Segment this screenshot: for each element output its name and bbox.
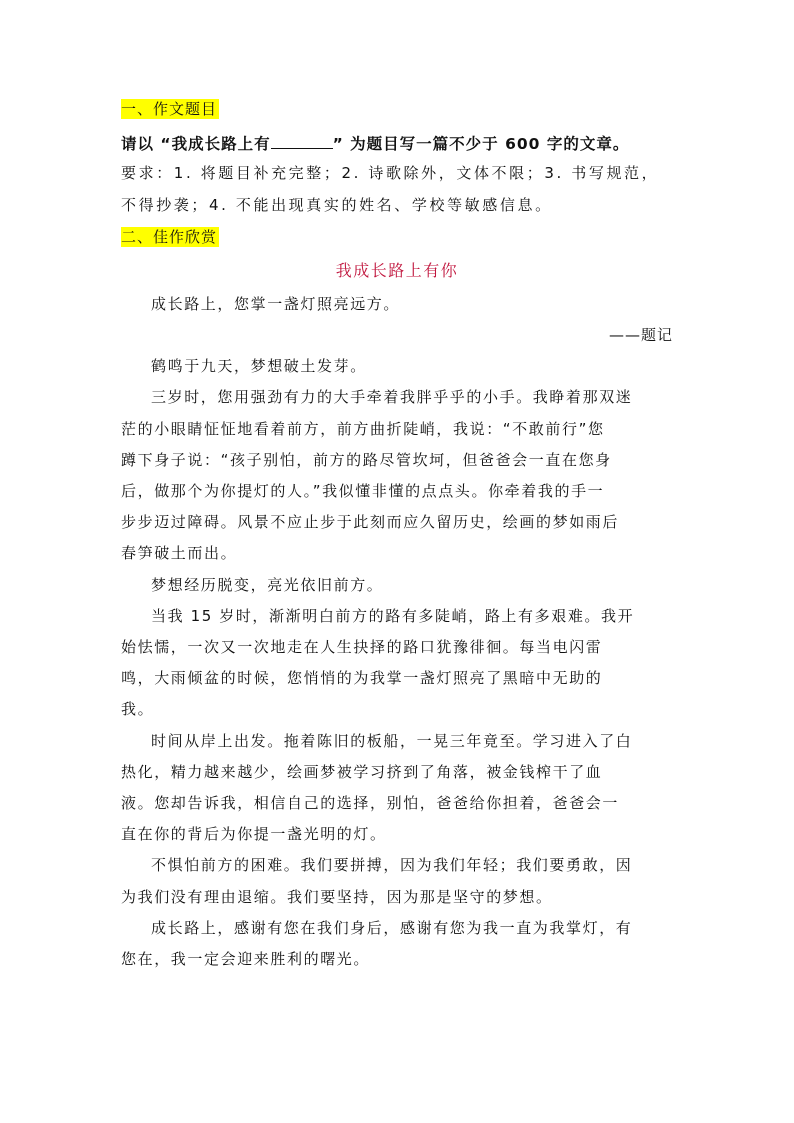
- section-two-heading: 二、佳作欣赏: [121, 228, 218, 246]
- prompt-suffix: ” 为题目写一篇不少于 600 字的文章。: [332, 135, 630, 153]
- title-blank: [271, 134, 333, 149]
- essay-body: [121, 351, 673, 975]
- paragraph-line: 热化，精力越来越少，绘画梦被学习挤到了角落，被金钱榨干了血: [121, 762, 603, 781]
- paragraph-line: 不惧怕前方的困难。我们要拼搏，因为我们年轻；我们要勇敢，因: [151, 856, 633, 875]
- essay-paragraph: [121, 913, 673, 975]
- epigraph-signature: ——题记: [608, 326, 673, 345]
- epigraph: 成长路上，您掌一盏灯照亮远方。: [151, 295, 401, 313]
- essay-paragraph: [121, 726, 673, 851]
- essay-paragraph: [121, 601, 673, 726]
- paragraph-line: 您在，我一定会迎来胜利的曙光。: [121, 950, 371, 969]
- paragraph-line: 三岁时，您用强劲有力的大手牵着我胖乎乎的小手。我睁着那双迷: [151, 388, 633, 407]
- document-page: [121, 99, 673, 975]
- paragraph-line: 始怯懦，一次又一次地走在人生抉择的路口犹豫徘徊。每当电闪雷: [121, 638, 603, 657]
- essay-paragraph: [121, 351, 673, 382]
- paragraph-line: 当我 15 岁时，渐渐明白前方的路有多陡峭，路上有多艰难。我开: [151, 606, 635, 625]
- essay-paragraph: [121, 850, 673, 912]
- paragraph-line: 步步迈过障碍。风景不应止步于此刻而应久留历史，绘画的梦如雨后: [121, 513, 620, 532]
- paragraph-line: 春笋破土而出。: [121, 544, 238, 563]
- prompt-prefix: 请以 “我成长路上有: [121, 135, 271, 153]
- paragraph-line: 后，做那个为你提灯的人。”我似懂非懂的点点头。你牵着我的手一: [121, 482, 605, 501]
- essay-title: 我成长路上有你: [335, 261, 459, 280]
- paragraph-line: 蹲下身子说：“孩子别怕，前方的路尽管坎坷，但爸爸会一直在您身: [121, 450, 612, 469]
- essay-prompt: [121, 131, 673, 157]
- paragraph-line: 为我们没有理由退缩。我们要坚持，因为那是坚守的梦想。: [121, 887, 553, 906]
- paragraph-line: 液。您却告诉我，相信自己的选择，别怕，爸爸给你担着，爸爸会一: [121, 794, 620, 813]
- paragraph-line: 直在你的背后为你提一盏光明的灯。: [121, 825, 387, 844]
- requirements-line-1: 要求：1. 将题目补充完整；2. 诗歌除外，文体不限；3. 书写规范，: [121, 164, 660, 182]
- paragraph-line: 鸣，大雨倾盆的时候，您悄悄的为我掌一盏灯照亮了黑暗中无助的: [121, 669, 603, 688]
- section-one: [121, 99, 673, 221]
- paragraph-line: 鹤鸣于九天，梦想破土发芽。: [151, 357, 367, 376]
- section-one-heading: 一、作文题目: [121, 100, 218, 118]
- requirements-line-2: 不得抄袭；4. 不能出现真实的姓名、学校等敏感信息。: [121, 196, 553, 214]
- paragraph-line: 我。: [121, 700, 155, 719]
- paragraph-line: 茫的小眼睛怔怔地看着前方，前方曲折陡峭，我说：“不敢前行”您: [121, 419, 605, 438]
- essay-paragraph: [121, 570, 673, 601]
- paragraph-line: 梦想经历脱变，亮光依旧前方。: [151, 575, 384, 594]
- section-two: [121, 223, 673, 975]
- essay-paragraph: [121, 382, 673, 569]
- paragraph-line: 成长路上，感谢有您在我们身后，感谢有您为我一直为我掌灯，有: [151, 918, 633, 937]
- paragraph-line: 时间从岸上出发。拖着陈旧的板船，一晃三年竟至。学习进入了白: [151, 731, 633, 750]
